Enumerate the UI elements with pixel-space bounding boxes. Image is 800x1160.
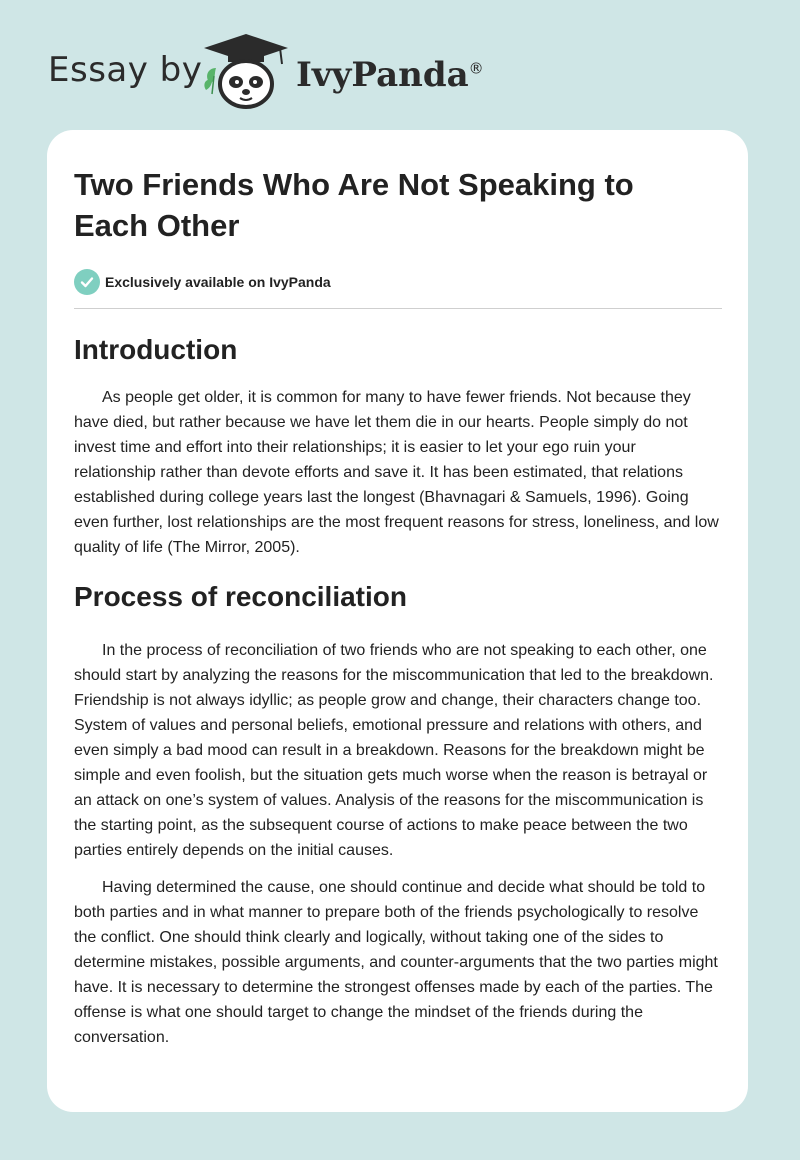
page-title: Two Friends Who Are Not Speaking to Each Other xyxy=(74,167,634,243)
essay-card xyxy=(47,130,748,1112)
site-header xyxy=(0,0,800,120)
paragraph: Having determined the cause, one should continue and decide what should be told to both parties and in what manner to prepare both of the friends psychologically to resolve the conflict. One should think clearly and logically, without taking one of the sides to determine mistakes, possible arguments, and counter-arguments that the two parties might have. It is necessary to determine the strongest offenses made by each of the parties. The offense is what one should target to change the mindset of the friends during the conversation. xyxy=(74,879,718,1046)
section-heading-process-of-reconciliation: Process of reconciliation xyxy=(74,581,407,612)
section-heading-introduction: Introduction xyxy=(74,334,238,365)
divider xyxy=(74,308,722,309)
paragraph: In the process of reconciliation of two friends who are not speaking to each other, one should start by analyzing the reasons for the miscommunication that led to the breakdown. Friendship is not always idyllic; as people grow and change, their characters change too. System of values and personal beliefs, emotional pressure and relations with others, and even simply a bad mood can result in a breakdown. Reasons for the breakdown might be simple and even foolish, but the situation gets much worse when the reason is betrayal or an attack on one’s system of values. Analysis of the reasons for the miscommunication is the starting point, as the subsequent course of actions to make peace between the two parties entirely depends on the initial causes. xyxy=(74,642,714,859)
ivypanda-logo-icon[interactable] xyxy=(200,32,292,110)
paragraph: As people get older, it is common for many to have fewer friends. Not because they have died, but rather because we have let them die in our hearts. People simply do not invest time and effort into their relationships; it is easier to let your ego ruin your relationship rather than devote efforts and save it. It has been estimated, that relations established during college years last the longest (Bhavnagari & Samuels, 1996). Going even further, lost relationships are the most frequent reasons for stress, loneliness, and low quality of life (The Mirror, 2005). xyxy=(74,389,719,556)
exclusive-badge xyxy=(74,268,722,296)
essay-by-label: Essay by xyxy=(48,50,203,90)
badge-text: Exclusively available on IvyPanda xyxy=(105,274,331,290)
registered-mark: ® xyxy=(468,59,484,78)
brand-name-text: IvyPanda xyxy=(296,55,469,95)
check-icon xyxy=(74,269,100,295)
brand-name[interactable] xyxy=(296,55,484,95)
